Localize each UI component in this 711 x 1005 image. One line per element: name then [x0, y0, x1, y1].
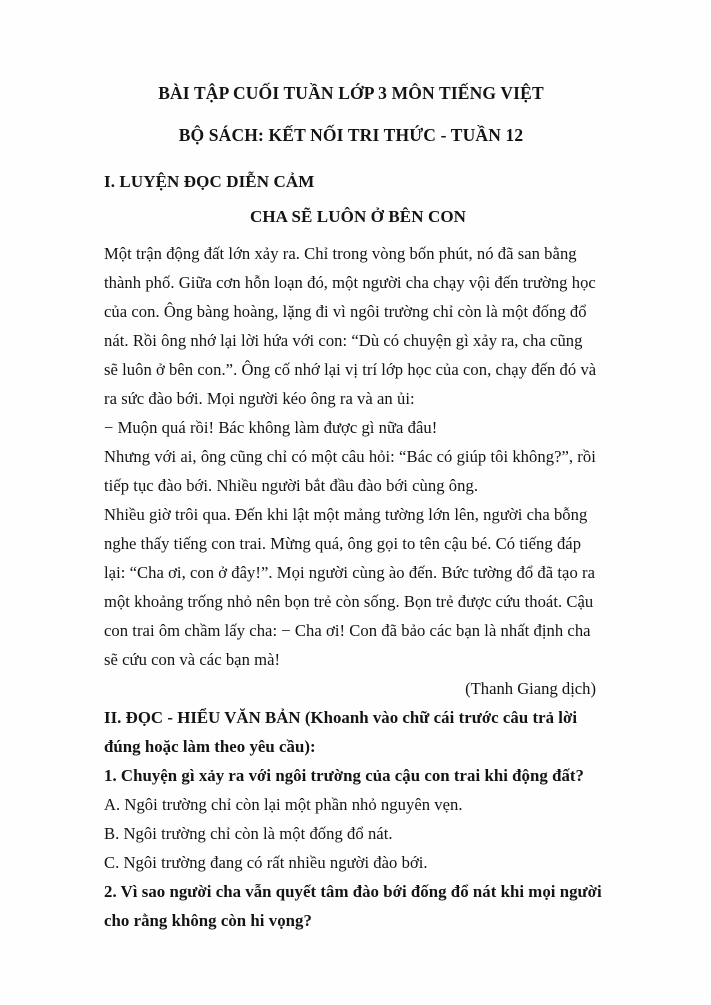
passage-line: − Muộn quá rồi! Bác không làm được gì nữa đâu! [104, 418, 438, 437]
passage-line: của con. Ông bàng hoàng, lặng đi vì ngôi trường chỉ còn là một đống đổ [104, 302, 587, 321]
question-prompt: 2. Vì sao người cha vẫn quyết tâm đào bới đống đổ nát khi mọi người [104, 882, 602, 901]
page-title: BÀI TẬP CUỐI TUẦN LỚP 3 MÔN TIẾNG VIỆT [158, 83, 544, 103]
passage-line: lại: “Cha ơi, con ở đây!”. Mọi người cùng ào đến. Bức tường đổ đã tạo ra [104, 563, 596, 582]
passage-line: Nhưng với ai, ông cũng chỉ có một câu hỏi: “Bác có giúp tôi không?”, rồi [104, 447, 596, 466]
question-item [104, 877, 602, 935]
passage-line: một khoảng trống nhỏ nên bọn trẻ còn sống. Bọn trẻ được cứu thoát. Cậu [104, 592, 594, 611]
passage-line: sẽ luôn ở bên con.”. Ông cố nhớ lại vị trí lớp học của con, chạy đến đó và [104, 360, 597, 379]
document-content [104, 83, 602, 935]
answer-option-c[interactable]: C. Ngôi trường đang có rất nhiều người đào bới. [104, 853, 428, 872]
question-prompt: cho rằng không còn hi vọng? [104, 911, 312, 930]
passage-line: con trai ôm chầm lấy cha: − Cha ơi! Con đã bảo các bạn là nhất định cha [104, 621, 591, 640]
passage-line: nát. Rồi ông nhớ lại lời hứa với con: “Dù có chuyện gì xảy ra, cha cũng [104, 331, 583, 350]
story-title: CHA SẼ LUÔN Ở BÊN CON [249, 207, 467, 226]
passage-line: sẽ cứu con và các bạn mà! [104, 650, 281, 669]
passage-line: ra sức đào bới. Mọi người kéo ông ra và an ủi: [104, 389, 415, 408]
section-heading-two-line: II. ĐỌC - HIỂU VĂN BẢN (Khoanh vào chữ cái trước câu trả lời [104, 708, 578, 727]
document-subtitle: BỘ SÁCH: KẾT NỐI TRI THỨC - TUẦN 12 [178, 124, 524, 145]
question-item [104, 761, 598, 877]
passage-line: tiếp tục đào bới. Nhiều người bắt đầu đào bới cùng ông. [104, 476, 479, 495]
passage-line: Một trận động đất lớn xảy ra. Chỉ trong vòng bốn phút, nó đã san bằng [104, 244, 577, 263]
passage-line: thành phố. Giữa cơn hỗn loạn đó, một người cha chạy vội đến trường học [104, 273, 596, 292]
passage-line: Nhiều giờ trôi qua. Đến khi lật một mảng tường lớn lên, người cha bỗng [104, 505, 588, 524]
answer-option-a[interactable]: A. Ngôi trường chỉ còn lại một phần nhỏ nguyên vẹn. [104, 795, 463, 814]
passage-attribution: (Thanh Giang dịch) [465, 679, 596, 698]
section-heading-two [104, 703, 598, 761]
question-prompt: 1. Chuyện gì xảy ra với ngôi trường của cậu con trai khi động đất? [104, 766, 584, 785]
section-heading-two-line: đúng hoặc làm theo yêu cầu): [104, 737, 316, 756]
section-heading-one: I. LUYỆN ĐỌC DIỄN CẢM [104, 172, 315, 191]
reading-passage [104, 239, 598, 674]
passage-line: nghe thấy tiếng con trai. Mừng quá, ông gọi to tên cậu bé. Có tiếng đáp [104, 534, 582, 553]
answer-option-b[interactable]: B. Ngôi trường chỉ còn là một đống đổ nát. [104, 824, 393, 843]
